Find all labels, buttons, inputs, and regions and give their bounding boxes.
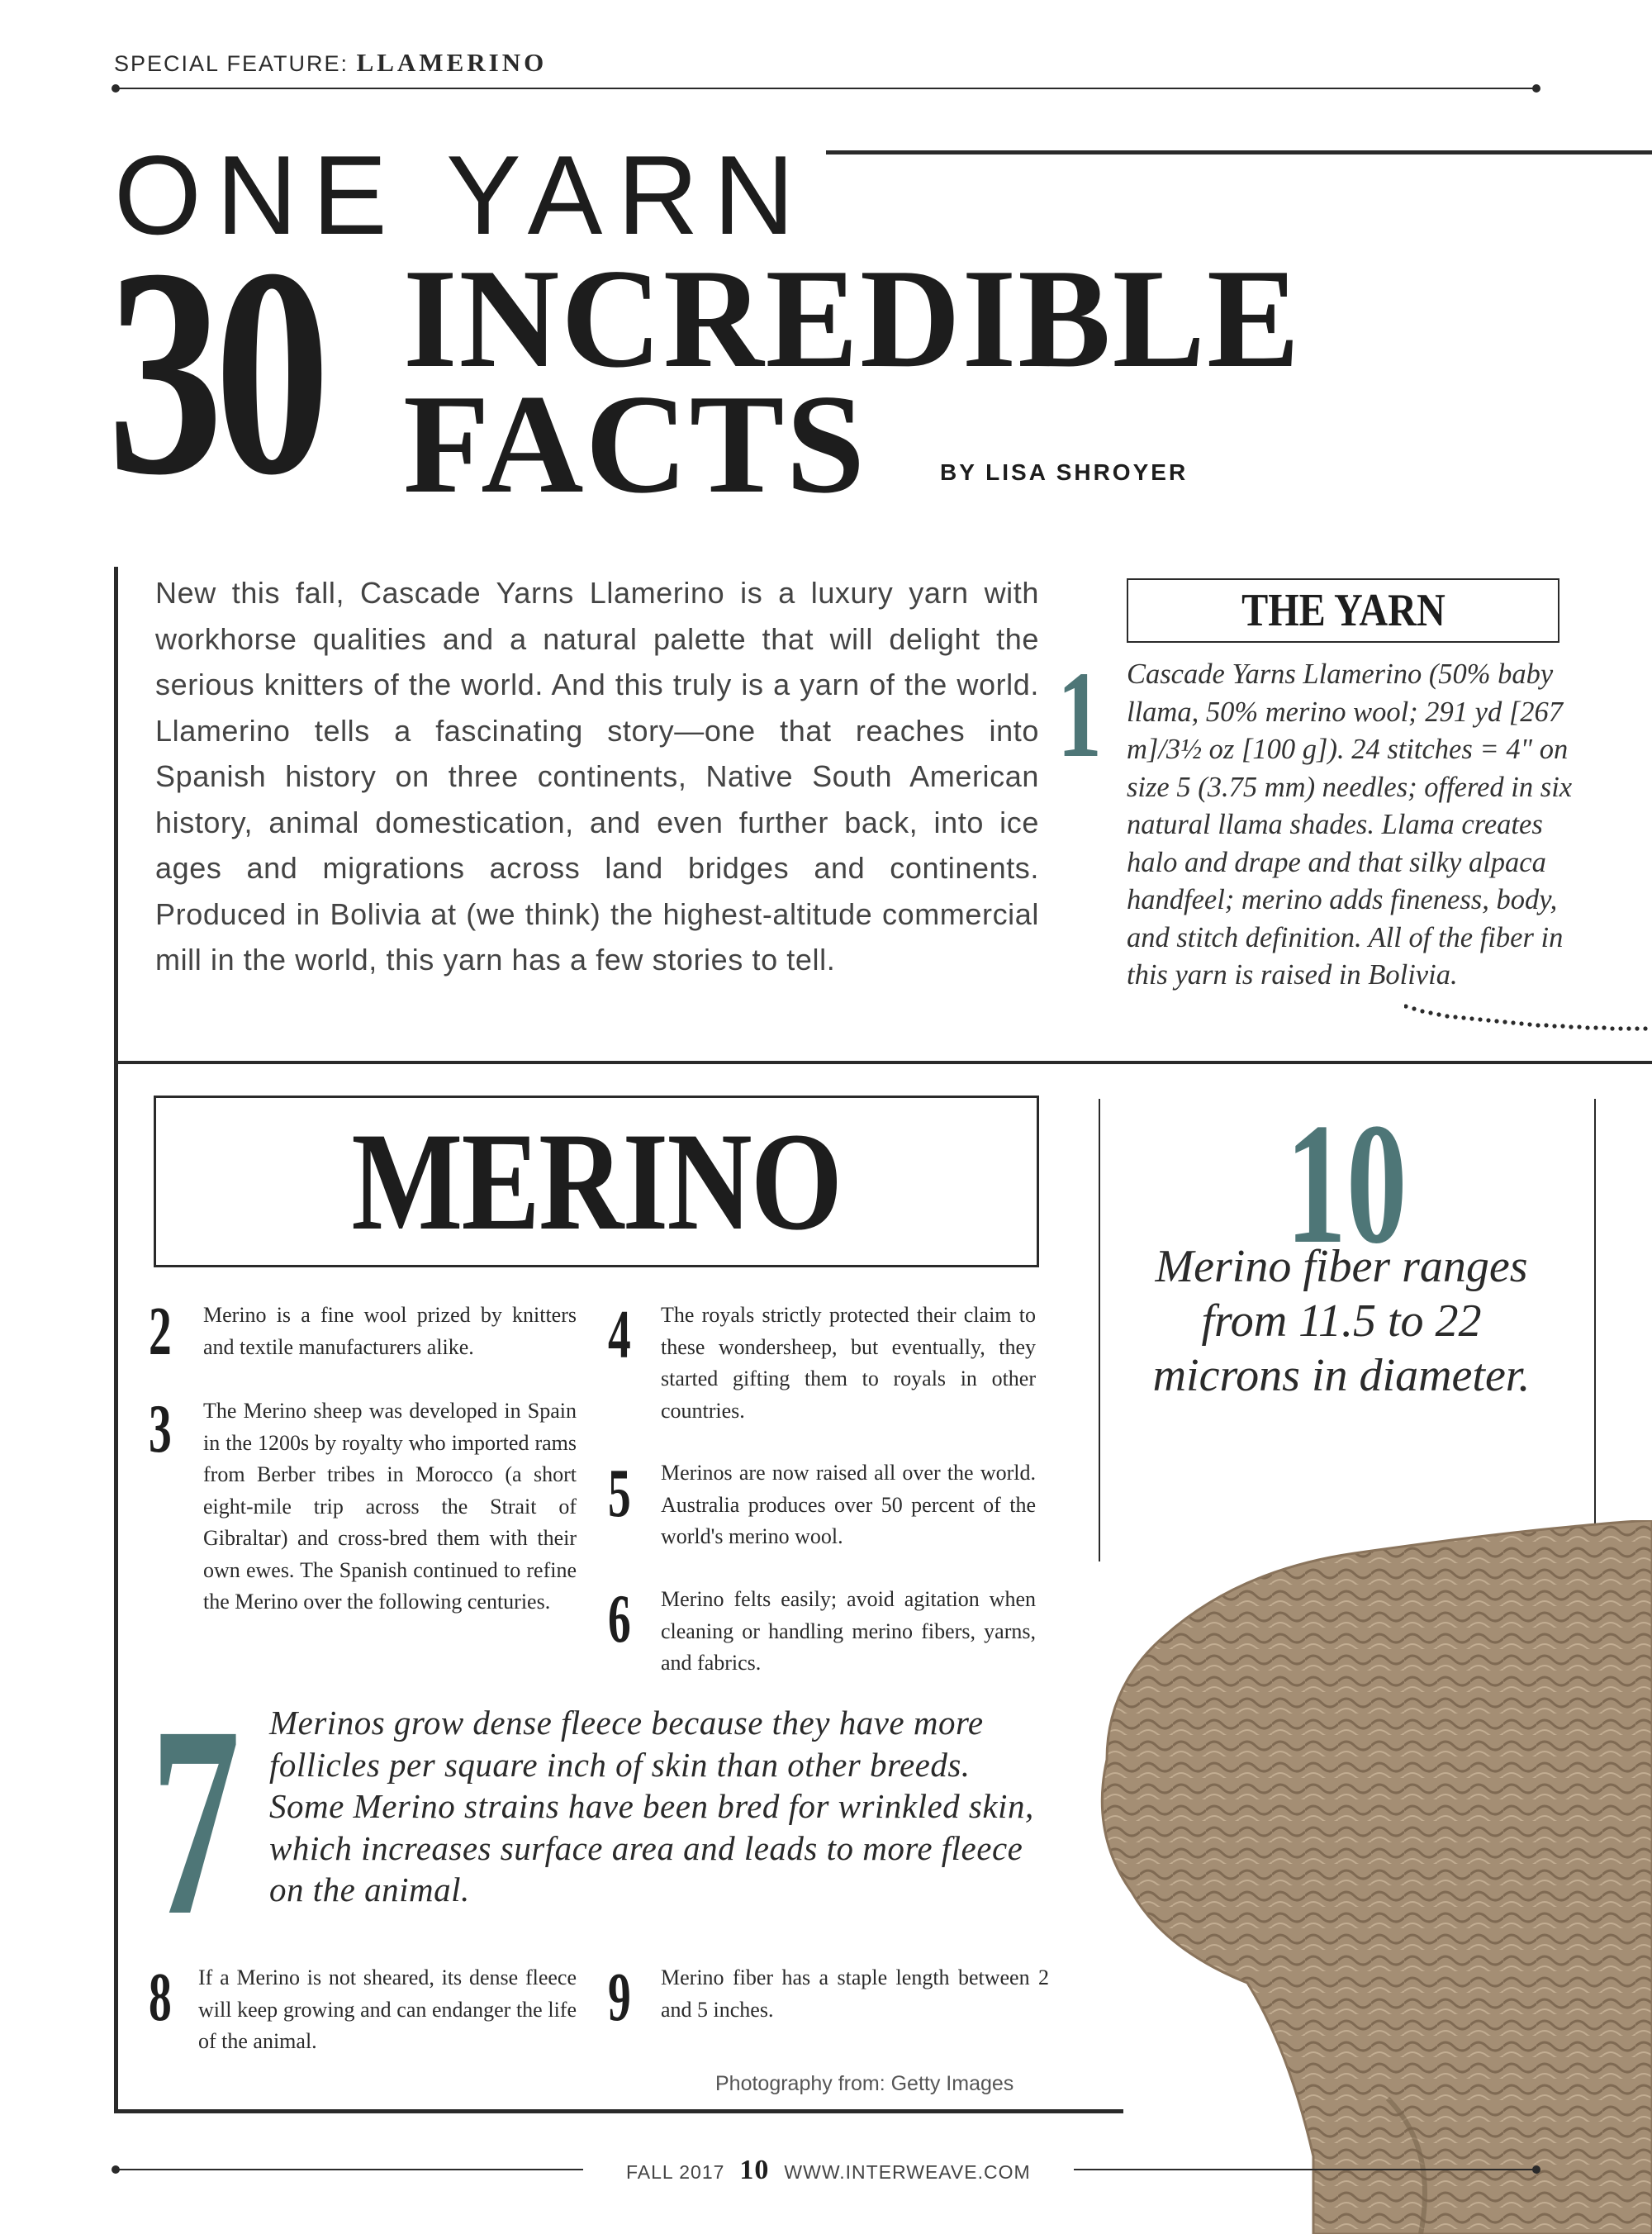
title-line-three: FACTS — [403, 366, 867, 523]
fact-text-8: If a Merino is not sheared, its dense fleece will keep growing and can endanger the life of the animal. — [198, 1965, 577, 2053]
fact-number-1: 1 — [1057, 646, 1102, 783]
merino-sheep-image — [1041, 1520, 1652, 2234]
rule-end-dot — [1532, 2165, 1540, 2174]
header-rule — [116, 88, 1536, 89]
title-line-two: INCREDIBLE — [403, 240, 1302, 397]
fact-number-5: 5 — [608, 1455, 631, 1532]
fact-text-9: Merino fiber has a staple length between 2 and 5 inches. — [661, 1965, 1049, 2022]
yarn-heading: THE YARN — [1241, 585, 1446, 636]
rule-end-dot — [1532, 84, 1540, 93]
fact-number-6: 6 — [608, 1580, 631, 1657]
fact-text-5: Merinos are now raised all over the world. Australia produces over 50 percent of the world's merino wool. — [661, 1461, 1036, 1548]
dotted-flourish — [1404, 995, 1652, 1044]
footer-website: WWW.INTERWEAVE.COM — [784, 2161, 1031, 2183]
fact-text-10: Merino fiber ranges from 11.5 to 22 microns in diameter. — [1152, 1241, 1531, 1401]
mid-frame-rule — [114, 1061, 1652, 1064]
fact-number-4: 4 — [608, 1296, 631, 1373]
byline: BY LISA SHROYER — [940, 459, 1189, 485]
title-number: 30 — [107, 207, 321, 536]
column-divider-right — [1594, 1099, 1596, 1545]
fact-number-9: 9 — [608, 1959, 631, 2036]
kicker-feature-name: LLAMERINO — [356, 48, 548, 77]
fact-text-4: The royals strictly protected their claim to these wondersheep, but eventually, they started gifting them to royals in other countries. — [661, 1303, 1036, 1423]
kicker-label: SPECIAL FEATURE: — [114, 51, 357, 76]
bottom-frame-rule — [114, 2109, 1123, 2113]
left-frame-rule — [114, 567, 118, 2113]
fact-number-7: 7 — [150, 1671, 240, 1972]
fact-number-3: 3 — [149, 1390, 172, 1467]
footer-rule-right — [1074, 2169, 1536, 2170]
section-kicker — [114, 48, 547, 78]
fact-text-2: Merino is a fine wool prized by knitters and textile manufacturers alike. — [203, 1303, 577, 1359]
intro-paragraph: New this fall, Cascade Yarns Llamerino is a luxury yarn with workhorse qualities and a natural palette that will delight the serious knitters of the world. And this truly is a yarn of the world. Llamerino tells a fascinating story—one that reaches into Spanish history on three continents, Native South American history, animal domestication, and even further back, into ice ages and migrations across land bridges and continents. Produced in Bolivia at (we think) the highest-altitude commercial mill in the world, this yarn has a few stories to tell. — [155, 576, 1039, 977]
fact-number-10: 10 — [1285, 1088, 1408, 1280]
column-divider — [1099, 1099, 1100, 1561]
yarn-heading-box — [1127, 578, 1559, 643]
merino-heading: MERINO — [351, 1103, 842, 1259]
footer-issue: FALL 2017 — [626, 2161, 725, 2183]
title-line-one: ONE YARN — [114, 132, 809, 258]
fact-text-6: Merino felts easily; avoid agitation when cleaning or handling merino fibers, yarns, and fabrics. — [661, 1587, 1036, 1675]
fact-text-3: The Merino sheep was developed in Spain in the 1200s by royalty who imported rams from Berber tribes in Morocco (a short eight-mile trip across the Strait of Gibraltar) and cross-bred them with their own ewes. The Spanish continued to refine the Merino over the following centuries. — [203, 1399, 577, 1614]
rule-end-dot — [112, 84, 120, 93]
fact-text-7: Merinos grow dense fleece because they have more follicles per square inch of skin than other breeds. Some Merino strains have been bred for wrinkled skin, which increases surface area and leads to more fleece on the animal. — [269, 1704, 1034, 1908]
footer-rule-left — [116, 2169, 583, 2170]
title-rule — [826, 150, 1652, 154]
page-footer — [626, 2155, 1031, 2186]
photo-credit: Photography from: Getty Images — [715, 2072, 1014, 2095]
fact-number-2: 2 — [149, 1293, 172, 1370]
yarn-description: Cascade Yarns Llamerino (50% baby llama, 50% merino wool; 291 yd [267 m]/3½ oz [100 g]). 24 stitches = 4" on size 5 (3.75 mm) needles; offered in six natural llama shades. Llama creates halo and drape and that silky alpaca handfeel; merino adds fineness, body, and stitch definition. All of the fiber in this yarn is raised in Bolivia. — [1127, 658, 1573, 991]
rule-end-dot — [112, 2165, 120, 2174]
page-number: 10 — [739, 2155, 770, 2185]
fact-number-8: 8 — [149, 1959, 172, 2036]
merino-heading-box — [154, 1096, 1039, 1267]
